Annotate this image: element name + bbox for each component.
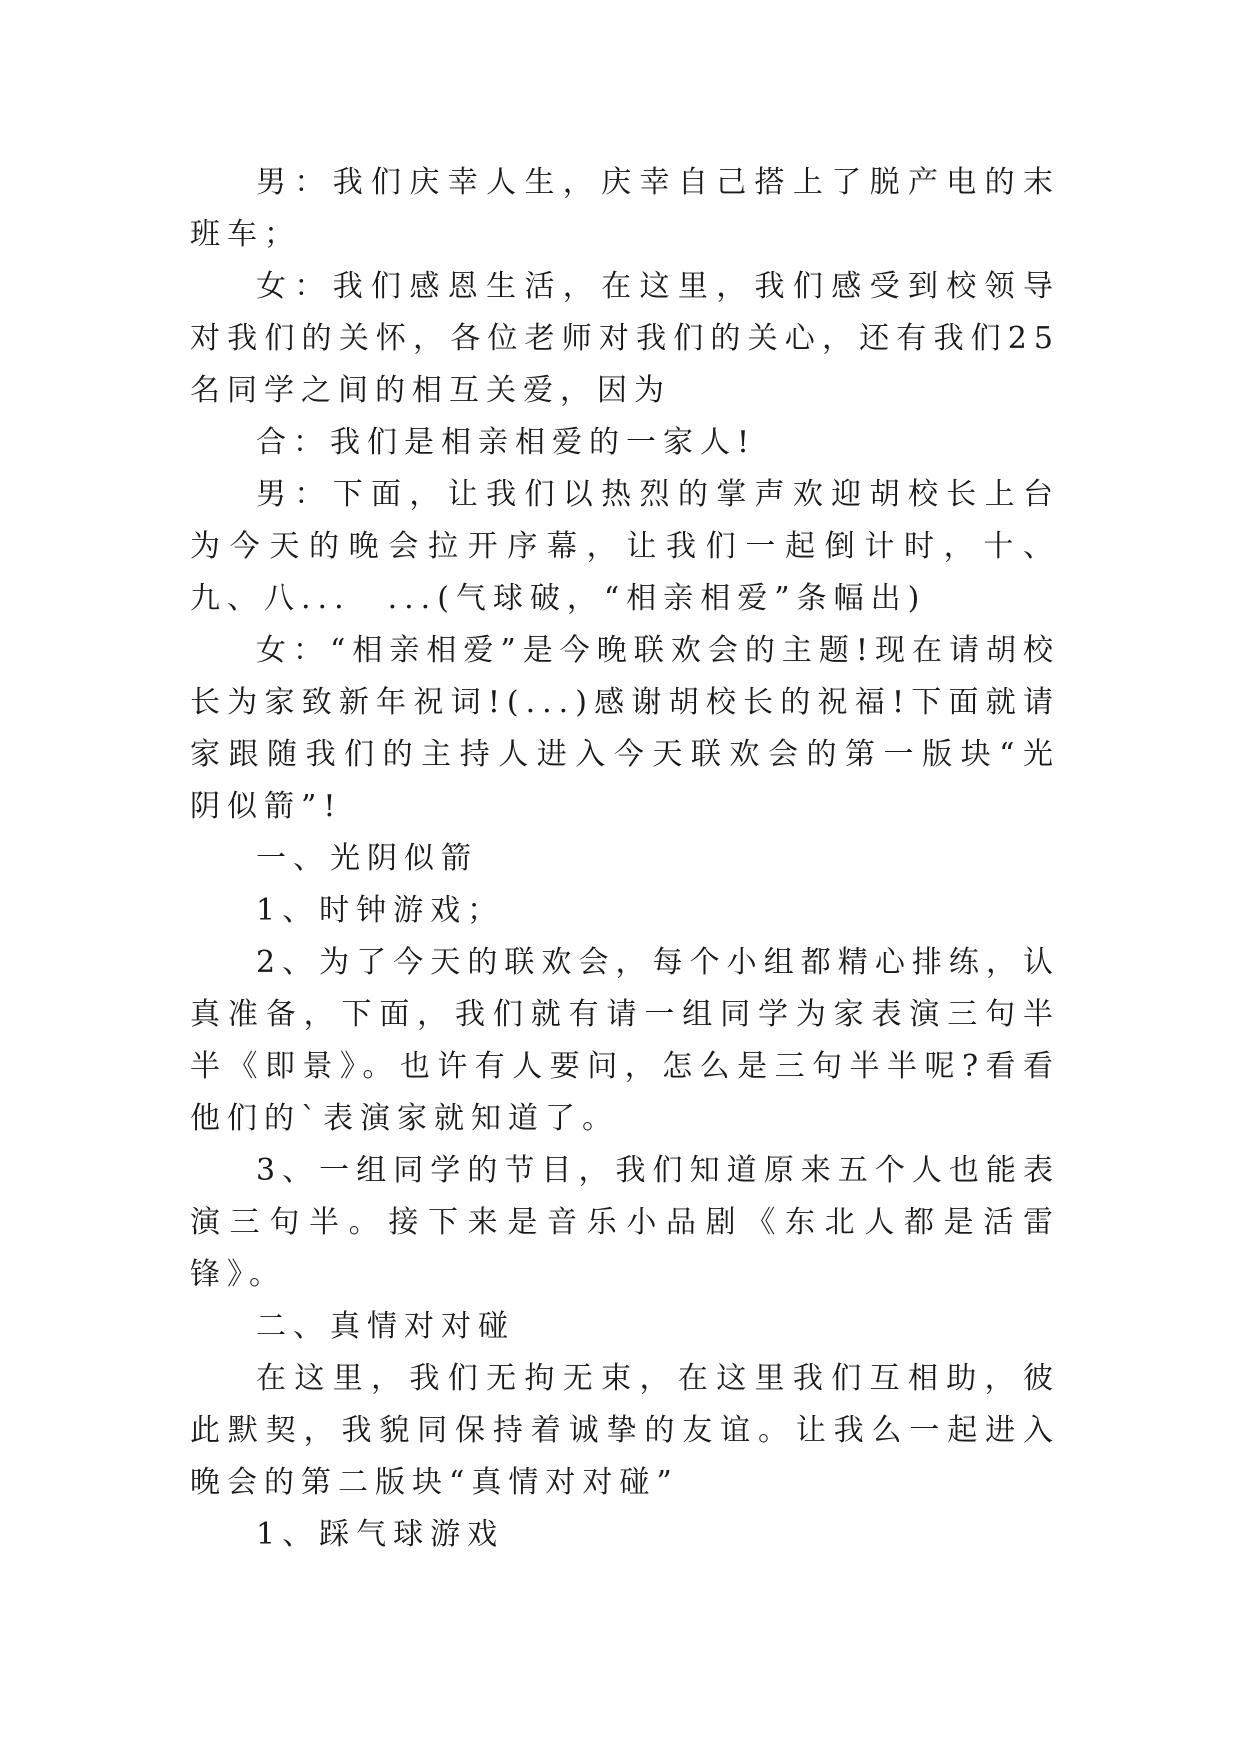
paragraph-female-2: 女：“相亲相爱”是今晚联欢会的主题!现在请胡校长为家致新年祝词!(...)感谢胡校长的祝福!下面就请家跟随我们的主持人进入今天联欢会的第一版块“光阴似箭”! — [190, 633, 1060, 824]
paragraph-male-2: 男：下面，让我们以热烈的掌声欢迎胡校长上台为今天的晚会拉开序幕，让我们一起倒计时，十、九、八... ...(气球破，“相亲相爱”条幅出) — [190, 477, 1060, 616]
document-body — [190, 157, 1060, 1561]
paragraph-together: 合：我们是相亲相爱的一家人! — [256, 425, 757, 460]
list-item-3: 3、一组同学的节目，我们知道原来五个人也能表演三句半。接下来是音乐小品剧《东北人都是活雷锋》。 — [190, 1153, 1060, 1292]
section-heading-2: 二、真情对对碰 — [256, 1309, 515, 1344]
list-item-2: 2、为了今天的联欢会，每个小组都精心排练，认真准备，下面，我们就有请一组同学为家表演三句半半《即景》。也许有人要问，怎么是三句半半呢?看看他们的`表演家就知道了。 — [190, 945, 1060, 1136]
list-item-4: 1、踩气球游戏 — [256, 1517, 505, 1552]
paragraph-male-1: 男：我们庆幸人生，庆幸自己搭上了脱产电的末班车； — [190, 165, 1060, 252]
section-heading-1: 一、光阴似箭 — [256, 841, 478, 876]
paragraph-section-2-intro: 在这里，我们无拘无束，在这里我们互相助，彼此默契，我貌同保持着诚挚的友谊。让我么一起进入晚会的第二版块“真情对对碰” — [190, 1361, 1060, 1500]
list-item-1: 1、时钟游戏； — [256, 893, 505, 928]
paragraph-female-1: 女：我们感恩生活，在这里，我们感受到校领导对我们的关怀，各位老师对我们的关心，还有我们25名同学之间的相互关爱，因为 — [190, 269, 1060, 408]
